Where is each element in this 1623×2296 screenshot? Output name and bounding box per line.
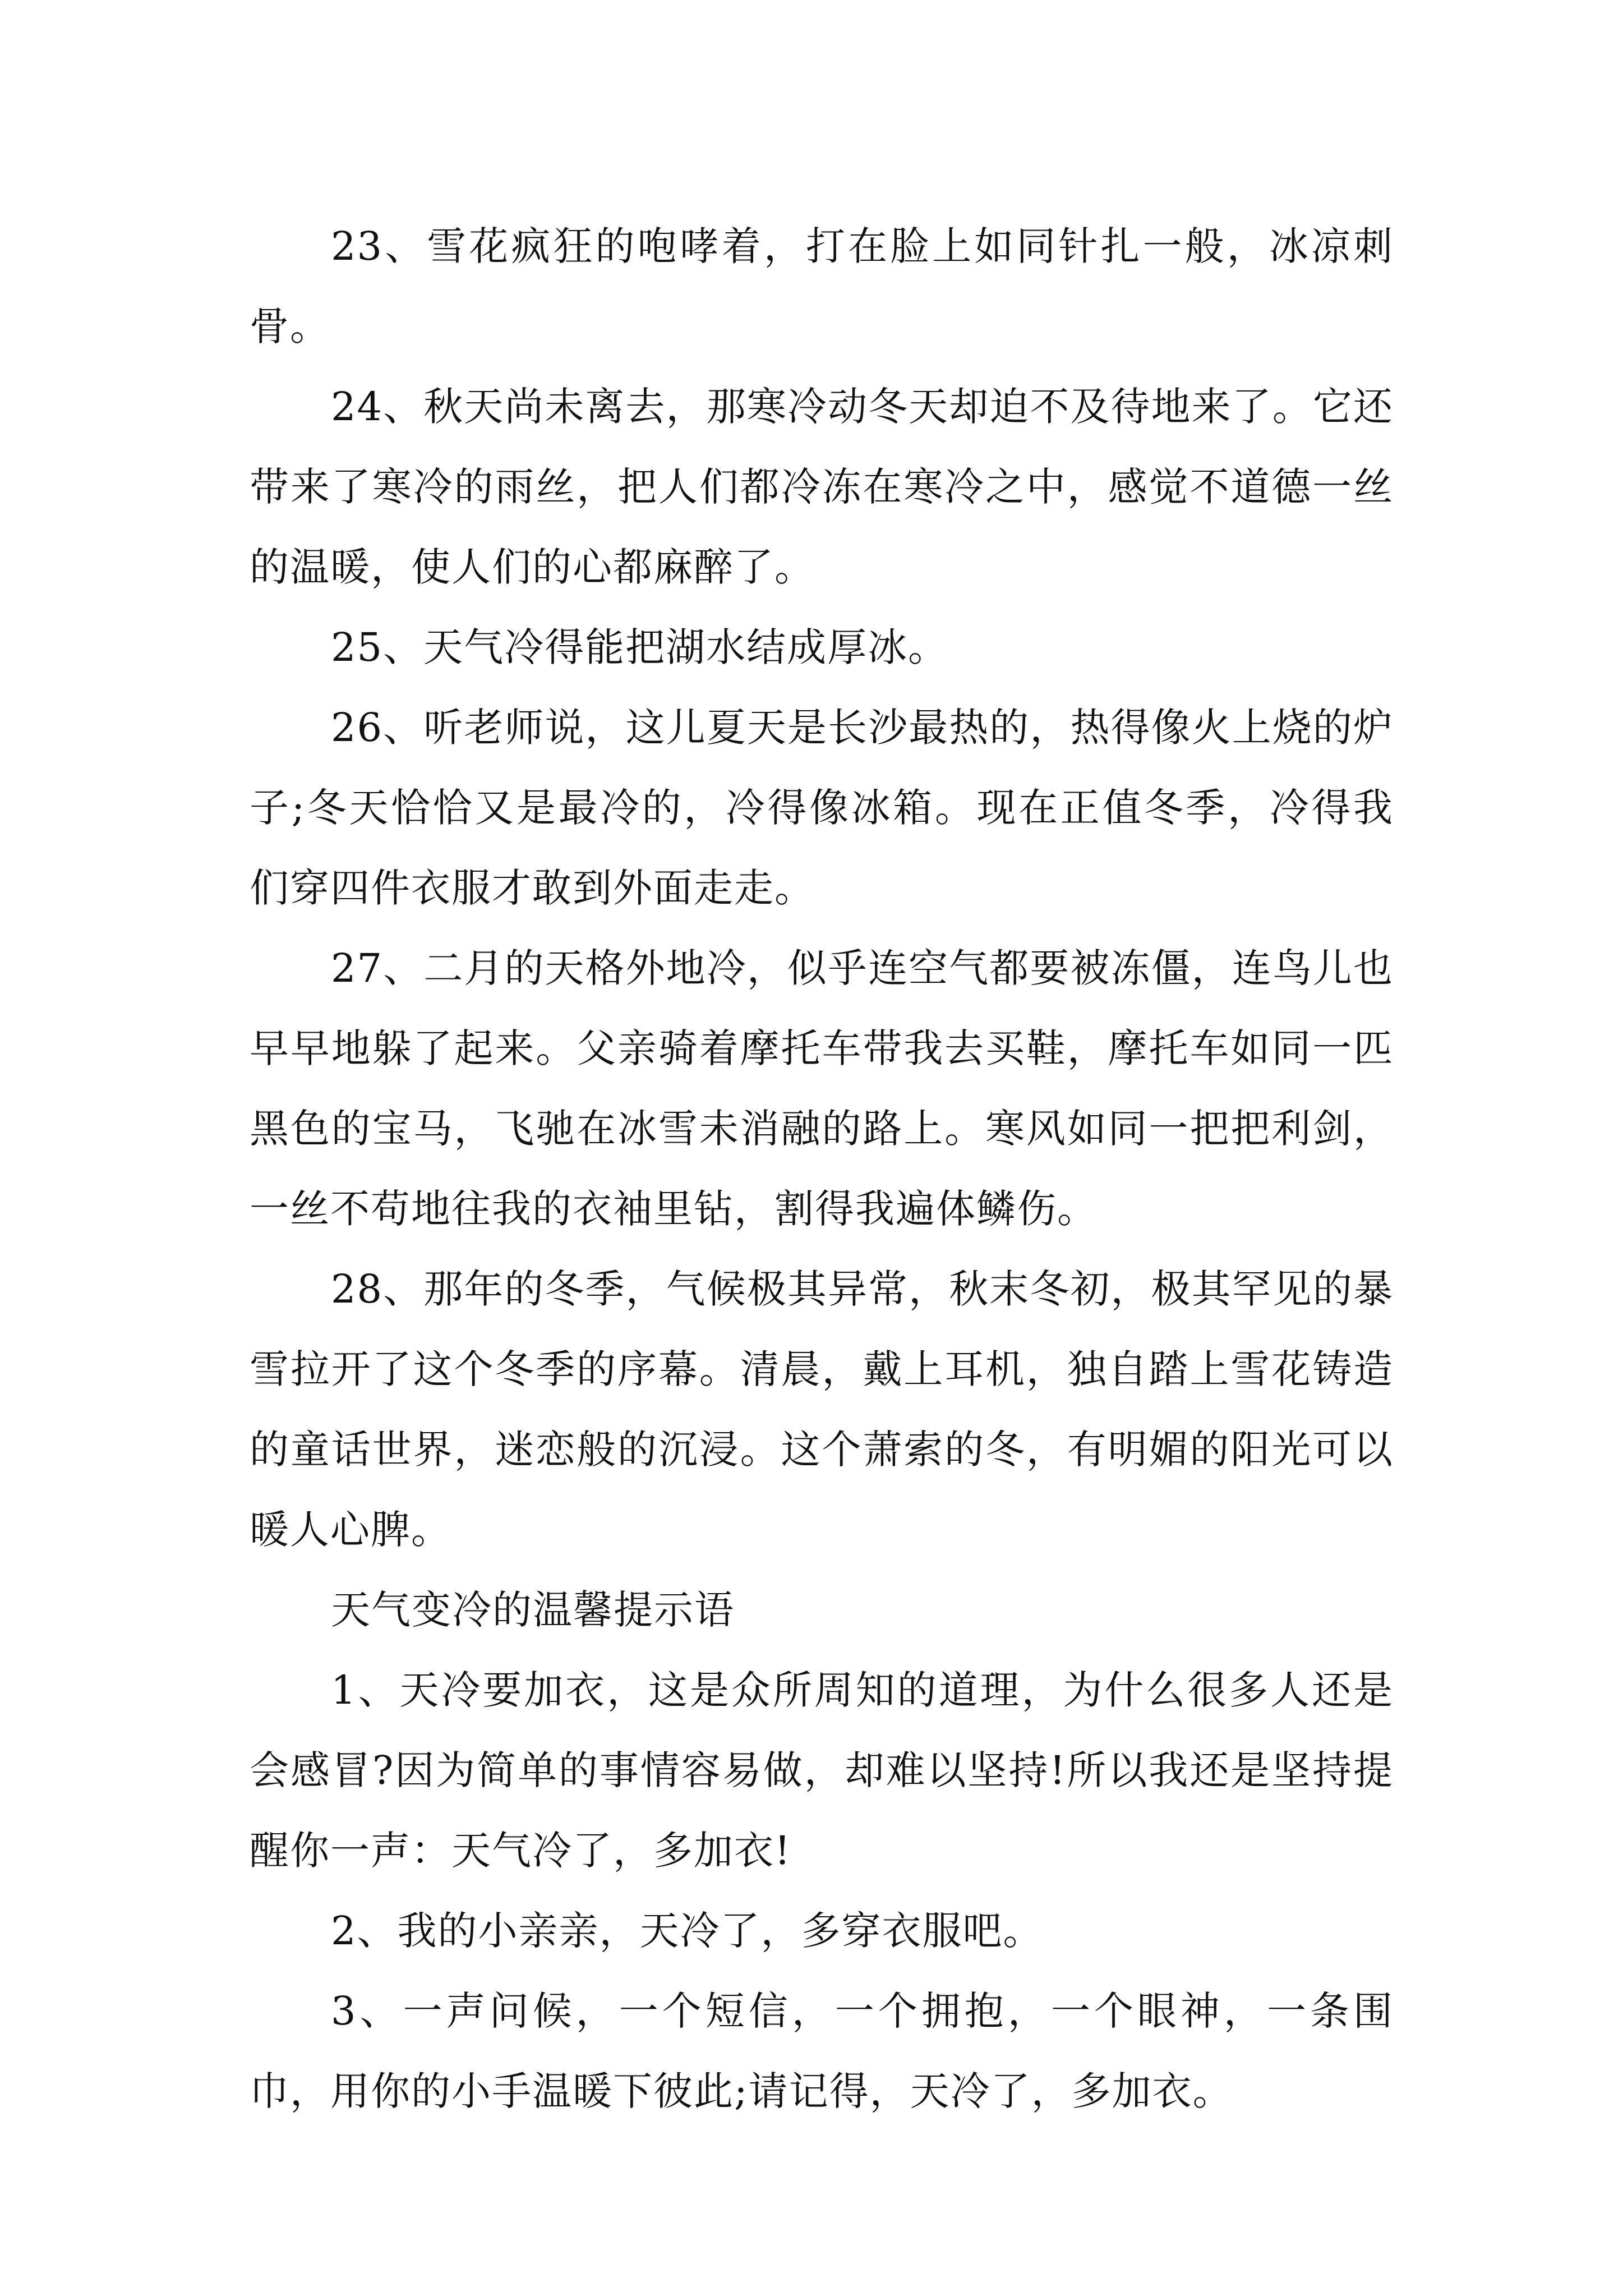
paragraph-24: 24、秋天尚未离去，那寒冷动冬天却迫不及待地来了。它还带来了寒冷的雨丝，把人们都冷冻在寒冷之中，感觉不道德一丝的温暖，使人们的心都麻醉了。	[250, 384, 1394, 590]
paragraph-23: 23、雪花疯狂的咆哮着，打在脸上如同针扎一般，冰凉刺骨。	[250, 223, 1394, 349]
paragraph-27: 27、二月的天格外地冷，似乎连空气都要被冻僵，连鸟儿也早早地躲了起来。父亲骑着摩托车带我去买鞋，摩托车如同一匹黑色的宝马，飞驰在冰雪未消融的路上。寒风如同一把把利剑，一丝不苟地往我的衣袖里钻，割得我遍体鳞伤。	[250, 945, 1394, 1232]
paragraph-28: 28、那年的冬季，气候极其异常，秋末冬初，极其罕见的暴雪拉开了这个冬季的序幕。清晨，戴上耳机，独自踏上雪花铸造的童话世界，迷恋般的沉浸。这个萧索的冬，有明媚的阳光可以暖人心脾。	[250, 1266, 1394, 1553]
tip-3: 3、一声问候，一个短信，一个拥抱，一个眼神，一条围巾，用你的小手温暖下彼此;请记得，天冷了，多加衣。	[250, 1988, 1394, 2114]
section-heading: 天气变冷的温馨提示语	[331, 1587, 735, 1633]
tip-1: 1、天冷要加衣，这是众所周知的道理，为什么很多人还是会感冒?因为简单的事情容易做，却难以坚持!所以我还是坚持提醒你一声：天气冷了，多加衣!	[250, 1667, 1394, 1874]
tip-2: 2、我的小亲亲，天冷了，多穿衣服吧。	[331, 1908, 1044, 1954]
document-body	[250, 206, 1394, 2132]
paragraph-26: 26、听老师说，这儿夏天是长沙最热的，热得像火上烧的炉子;冬天恰恰又是最冷的，冷得像冰箱。现在正值冬季，冷得我们穿四件衣服才敢到外面走走。	[250, 705, 1394, 911]
paragraph-25: 25、天气冷得能把湖水结成厚冰。	[331, 624, 949, 670]
